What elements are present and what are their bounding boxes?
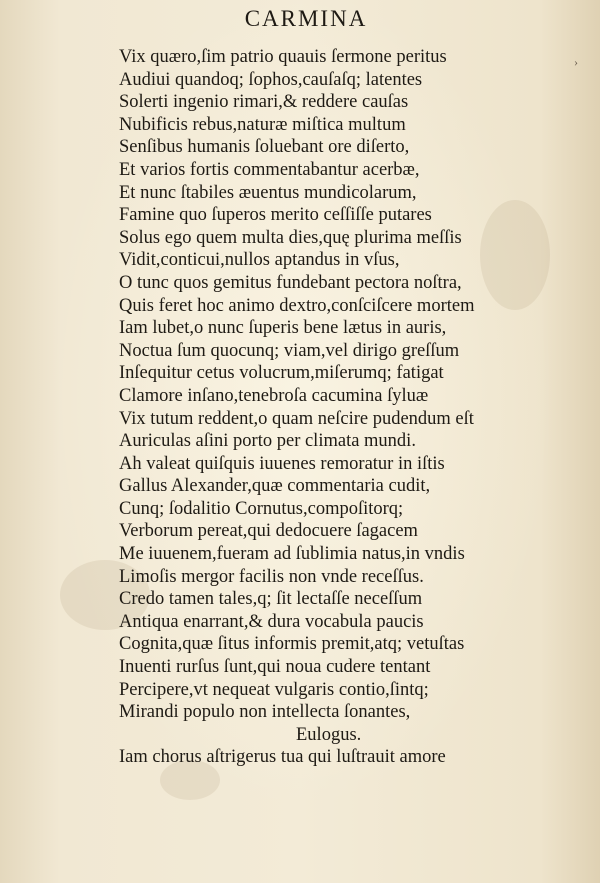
verse-line: Gallus Alexander,quæ commentaria cudit, xyxy=(119,476,431,497)
verse-line: Iam lubet,o nunc ſuperis bene lætus in auris, xyxy=(119,318,447,339)
verse-line: Solus ego quem multa dies,quę plurima meſſis xyxy=(119,227,462,248)
verse-line: Noctua ſum quocunq; viam,vel dirigo greſſum xyxy=(119,340,460,361)
verse-line: Vix quæro,ſim patrio quauis ſermone peritus xyxy=(119,47,447,67)
verse-line: O tunc quos gemitus fundebant pectora noſtra, xyxy=(119,272,462,293)
verse-line: Inſequitur cetus volucrum,miſerumq; fatigat xyxy=(119,363,444,384)
verse-line: Cognita,quæ ſitus informis premit,atq; vetuſtas xyxy=(119,634,465,655)
verse-line: Cunq; ſodalitio Cornutus,compoſitorq; xyxy=(119,498,404,519)
verse-line: Verborum pereat,qui dedocuere ſagacem xyxy=(119,521,418,542)
verse-line: Solerti ingenio rimari,& reddere cauſas xyxy=(119,92,409,113)
verse-line: Famine quo ſuperos merito ceſſiſſe putares xyxy=(119,205,432,226)
margin-mark: › xyxy=(574,55,578,69)
verse-line: Limoſis mergor facilis non vnde receſſus. xyxy=(119,566,424,587)
verse-line: Auriculas aſini porto per climata mundi. xyxy=(119,431,416,452)
verse-line: Quis feret hoc animo dextro,conſciſcere mortem xyxy=(119,295,475,316)
verse-line: Vidit,conticui,nullos aptandus in vſus, xyxy=(119,250,400,271)
running-head xyxy=(0,6,600,32)
verse-line: Iam chorus aſtrigerus tua qui luſtrauit amore xyxy=(119,747,446,768)
verse-line: Percipere,vt nequeat vulgaris contio,ſintq; xyxy=(119,679,429,700)
verse-line: Et varios fortis commentabantur acerbæ, xyxy=(119,159,420,180)
verse-line: Antiqua enarrant,& dura vocabula paucis xyxy=(119,611,424,632)
verse-line: Nubificis rebus,naturæ miſtica multum xyxy=(119,114,406,135)
verse-line: Ah valeat quiſquis iuuenes remoratur in iſtis xyxy=(119,453,445,474)
verse-line: Inuenti rurſus ſunt,qui noua cudere tentant xyxy=(119,657,431,678)
running-head-text: CARMINA xyxy=(244,6,368,31)
verse-line: Et nunc ſtabiles æuentus mundicolarum, xyxy=(119,182,417,203)
verse-line: Senſibus humanis ſoluebant ore diſerto, xyxy=(119,137,410,158)
verse-line: Clamore inſano,tenebroſa cacumina ſyluæ xyxy=(119,385,429,406)
verse-line: Credo tamen tales,q; ſit lectaſſe neceſſum xyxy=(119,589,423,610)
verse-line: Vix tutum reddent,o quam neſcire pudendum eſt xyxy=(119,408,474,429)
verse-line: Audiui quandoq; ſophos,cauſaſq; latentes xyxy=(119,69,423,90)
verse-line: Mirandi populo non intellecta ſonantes, xyxy=(119,702,411,723)
speaker-heading: Eulogus. xyxy=(296,724,362,745)
verse-line: Me iuuenem,fueram ad ſublimia natus,in vndis xyxy=(119,544,465,565)
verse-lines xyxy=(119,46,549,769)
